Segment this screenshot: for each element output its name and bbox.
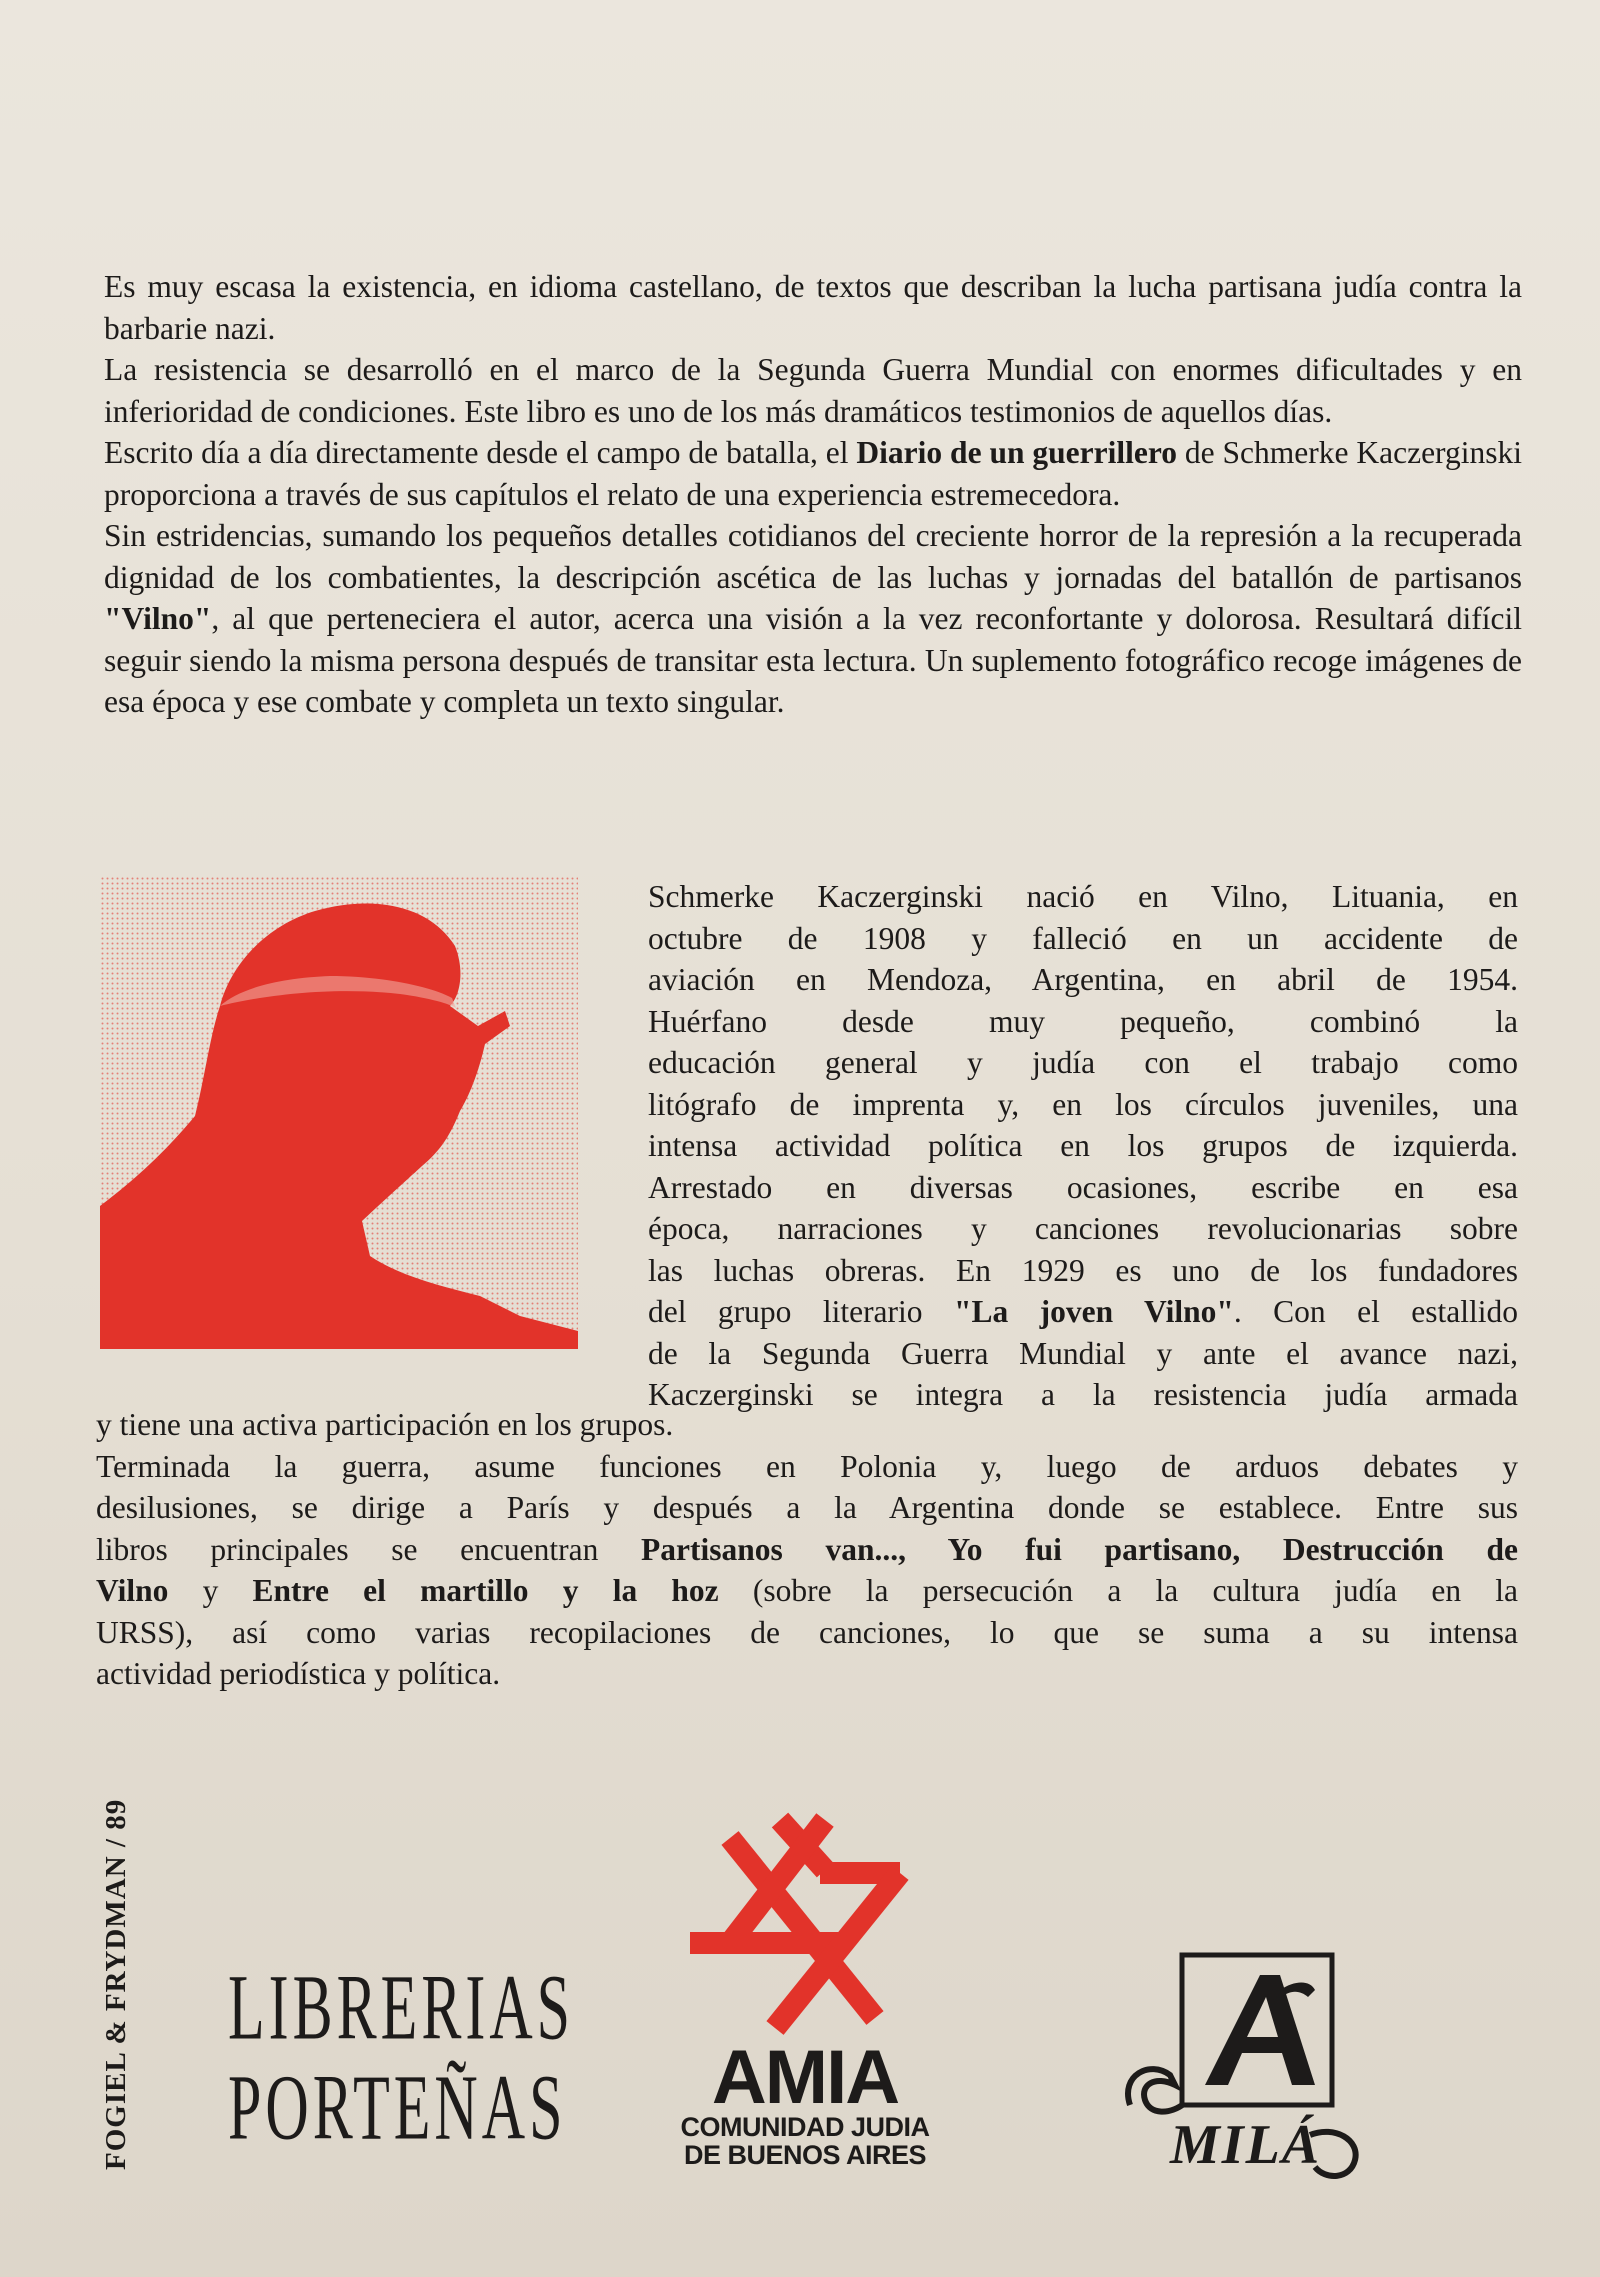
book-titles: Partisanos van..., Yo fui partisano, Destrucción de xyxy=(641,1531,1518,1567)
bio-line-part: libros principales se encuentran xyxy=(96,1531,642,1567)
bio-line: litógrafo de imprenta y, en los círculos juveniles, una xyxy=(648,1086,1518,1122)
book-titles: Vilno xyxy=(96,1573,169,1608)
design-credit: FOGIEL & FRYDMAN / 89 xyxy=(100,1798,132,2170)
book-titles: Entre el martillo y la hoz xyxy=(252,1573,719,1608)
intro-p2-text: La resistencia se desarrolló en el marco de la Segunda Guerra Mundial con enormes dificultades y en inferioridad de condiciones. Este libro es uno de los más dramáticos testimonios de aquellos días. xyxy=(104,352,1522,429)
intro-p1-text: Es muy escasa la existencia, en idioma castellano, de textos que describan la lucha partisana judía contra la barbarie nazi. xyxy=(104,269,1522,346)
bio-line xyxy=(648,1291,1518,1333)
amia-logo xyxy=(660,1808,950,2178)
bio-text-bottom xyxy=(96,1404,1518,1695)
book-title: Diario de un guerrillero xyxy=(856,435,1177,470)
intro-p4-text-b: , al que perteneciera el autor, acerca una visión a la vez reconfortante y dolorosa. Resultará difícil seguir siendo la misma persona después de transitar esta lectura. Un suplemento fotográfico recoge imágenes de esa época y ese combate y completa un texto singular. xyxy=(104,601,1522,719)
bio-line: Kaczerginski se integra a la resistencia judía armada xyxy=(648,1377,1518,1412)
bio-line: actividad periodística y política. xyxy=(96,1656,501,1691)
intro-text xyxy=(104,266,1522,723)
amia-subtitle-line-1: COMUNIDAD JUDIA xyxy=(680,2112,930,2142)
mila-logo xyxy=(1110,1935,1400,2195)
bio-line: época, narraciones y canciones revolucionarias sobre xyxy=(648,1211,1518,1246)
bio-line xyxy=(96,1529,1518,1571)
bio-line: las luchas obreras. En 1929 es uno de los fundadores xyxy=(648,1252,1518,1288)
bio-text-right xyxy=(648,876,1518,1416)
intro-paragraph-3 xyxy=(104,432,1522,515)
bio-line: desilusiones, se dirige a París y después a la Argentina donde se establece. Entre sus xyxy=(96,1490,1518,1525)
mila-wordmark: MILÁ xyxy=(1170,2114,1322,2176)
literary-group-name: "La joven Vilno" xyxy=(953,1294,1234,1329)
bio-line: educación general y judía con el trabajo como xyxy=(648,1045,1518,1080)
author-portrait xyxy=(100,876,578,1349)
bio-line-part: del grupo literario xyxy=(648,1294,954,1329)
bio-line-part: . Con el estallido xyxy=(1233,1294,1518,1329)
intro-p3-text-a: Escrito día a día directamente desde el campo de batalla, el xyxy=(104,435,857,470)
bio-line: octubre de 1908 y falleció en un accidente de xyxy=(648,920,1518,956)
bio-line-part: (sobre la persecución a la cultura judía en la xyxy=(718,1573,1519,1608)
intro-paragraph-2 xyxy=(104,349,1522,432)
logo-line-2: PORTEÑAS xyxy=(228,2056,567,2159)
intro-p3-text-b: de Schmerke Kaczerginski proporciona a través de sus capítulos el relato de una experiencia estremecedora. xyxy=(104,435,1522,512)
intro-paragraph-4 xyxy=(104,515,1522,723)
bio-line: y tiene una activa participación en los grupos. xyxy=(96,1407,674,1442)
bio-line xyxy=(96,1570,1518,1612)
amia-wordmark: AMIA xyxy=(711,2035,899,2120)
amia-subtitle-line-2: DE BUENOS AIRES xyxy=(683,2140,927,2170)
bio-line: Arrestado en diversas ocasiones, escribe en esa xyxy=(648,1169,1518,1205)
star-of-david-icon xyxy=(660,1808,950,2038)
bio-line: intensa actividad política en los grupos de izquierda. xyxy=(648,1128,1518,1163)
logo-line-1: LIBRERIAS xyxy=(228,1956,575,2059)
bio-line: aviación en Mendoza, Argentina, en abril de 1954. xyxy=(648,962,1518,997)
librerias-portenas-logo xyxy=(228,1935,575,2175)
intro-paragraph-1 xyxy=(104,266,1522,349)
bio-line-part: y xyxy=(168,1573,253,1608)
bio-line: Schmerke Kaczerginski nació en Vilno, Lituania, en xyxy=(648,879,1518,914)
bio-line: de la Segunda Guerra Mundial y ante el avance nazi, xyxy=(648,1335,1518,1371)
amia-subtitle xyxy=(660,2113,950,2169)
bio-line: Huérfano desde muy pequeño, combinó la xyxy=(648,1003,1518,1039)
bio-line: Terminada la guerra, asume funciones en Polonia y, luego de arduos debates y xyxy=(96,1448,1518,1484)
intro-p4-text-a: Sin estridencias, sumando los pequeños detalles cotidianos del creciente horror de la represión a la recuperada dignidad de los combatientes, la descripción ascética de las luchas y jornadas del batallón de partisanos xyxy=(104,518,1522,595)
bio-line: URSS), así como varias recopilaciones de canciones, lo que se suma a su intensa xyxy=(96,1614,1518,1650)
battalion-name: "Vilno" xyxy=(104,601,212,636)
